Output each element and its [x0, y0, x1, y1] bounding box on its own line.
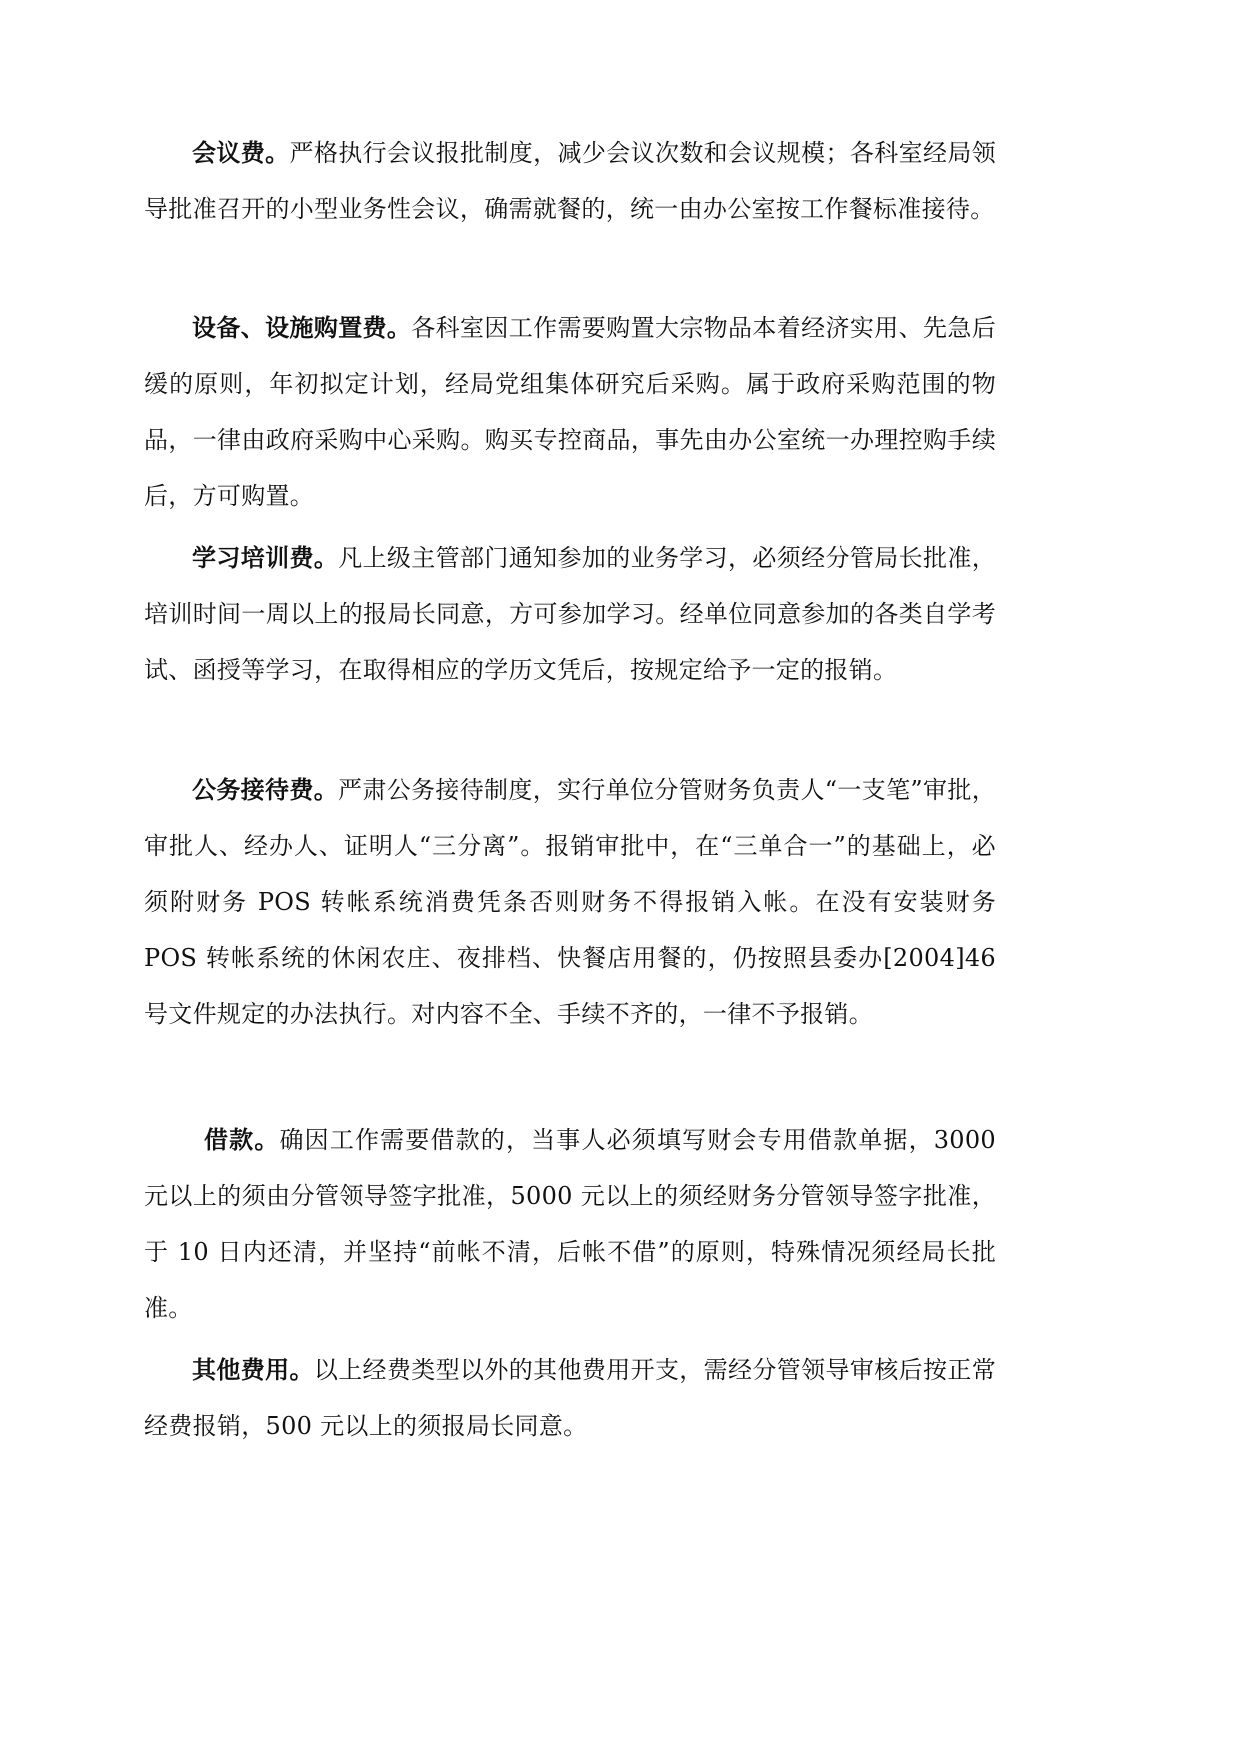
- paragraph-text: 凡上级主管部门通知参加的业务学习，必须经分管局长批准，培训时间一周以上的报局长同意，方可参加学习。经单位同意参加的各类自学考试、函授等学习，在取得相应的学历文凭后，按规定给予一定的报销。: [144, 544, 996, 684]
- paragraph-text: 严格执行会议报批制度，减少会议次数和会议规模；各科室经局领导批准召开的小型业务性会议，确需就餐的，统一由办公室按工作餐标准接待。: [144, 139, 996, 223]
- paragraph-loans: [144, 1112, 996, 1336]
- paragraph-heading: 借款。: [204, 1126, 280, 1154]
- paragraph-heading: 设备、设施购置费。: [192, 314, 412, 342]
- paragraph-text: 确因工作需要借款的，当事人必须填写财会专用借款单据，3000 元以上的须由分管领导签字批准，5000 元以上的须经财务分管领导签字批准，于 10 日内还清，并坚持“前帐不清，后帐不借”的原则，特殊情况须经局长批准。: [144, 1126, 997, 1322]
- paragraph-text: 以上经费类型以外的其他费用开支，需经分管领导审核后按正常经费报销，500 元以上的须报局长同意。: [144, 1356, 996, 1440]
- paragraph-text: 严肃公务接待制度，实行单位分管财务负责人“一支笔”审批，审批人、经办人、证明人“三分离”。报销审批中，在“三单合一”的基础上，必须附财务 POS 转帐系统消费凭条否则财务不得报销入帐。在没有安装财务 POS 转帐系统的休闲农庄、夜排档、快餐店用餐的，仍按照县委办[2004]46 号文件规定的办法执行。对内容不全、手续不齐的，一律不予报销。: [144, 776, 996, 1028]
- paragraph-heading: 公务接待费。: [192, 776, 339, 804]
- paragraph-heading: 学习培训费。: [192, 544, 339, 572]
- paragraph-heading: 会议费。: [192, 139, 290, 167]
- paragraph-text: 各科室因工作需要购置大宗物品本着经济实用、先急后缓的原则，年初拟定计划，经局党组集体研究后采购。属于政府采购范围的物品，一律由政府采购中心采购。购买专控商品，事先由办公室统一办理控购手续后，方可购置。: [144, 314, 996, 510]
- paragraph-training-fees: [144, 530, 996, 698]
- paragraph-meeting-fees: [144, 125, 996, 237]
- paragraph-reception-fees: [144, 762, 996, 1042]
- paragraph-heading: 其他费用。: [192, 1356, 314, 1384]
- paragraph-equipment-purchase: [144, 300, 996, 524]
- paragraph-other-expenses: [144, 1342, 996, 1454]
